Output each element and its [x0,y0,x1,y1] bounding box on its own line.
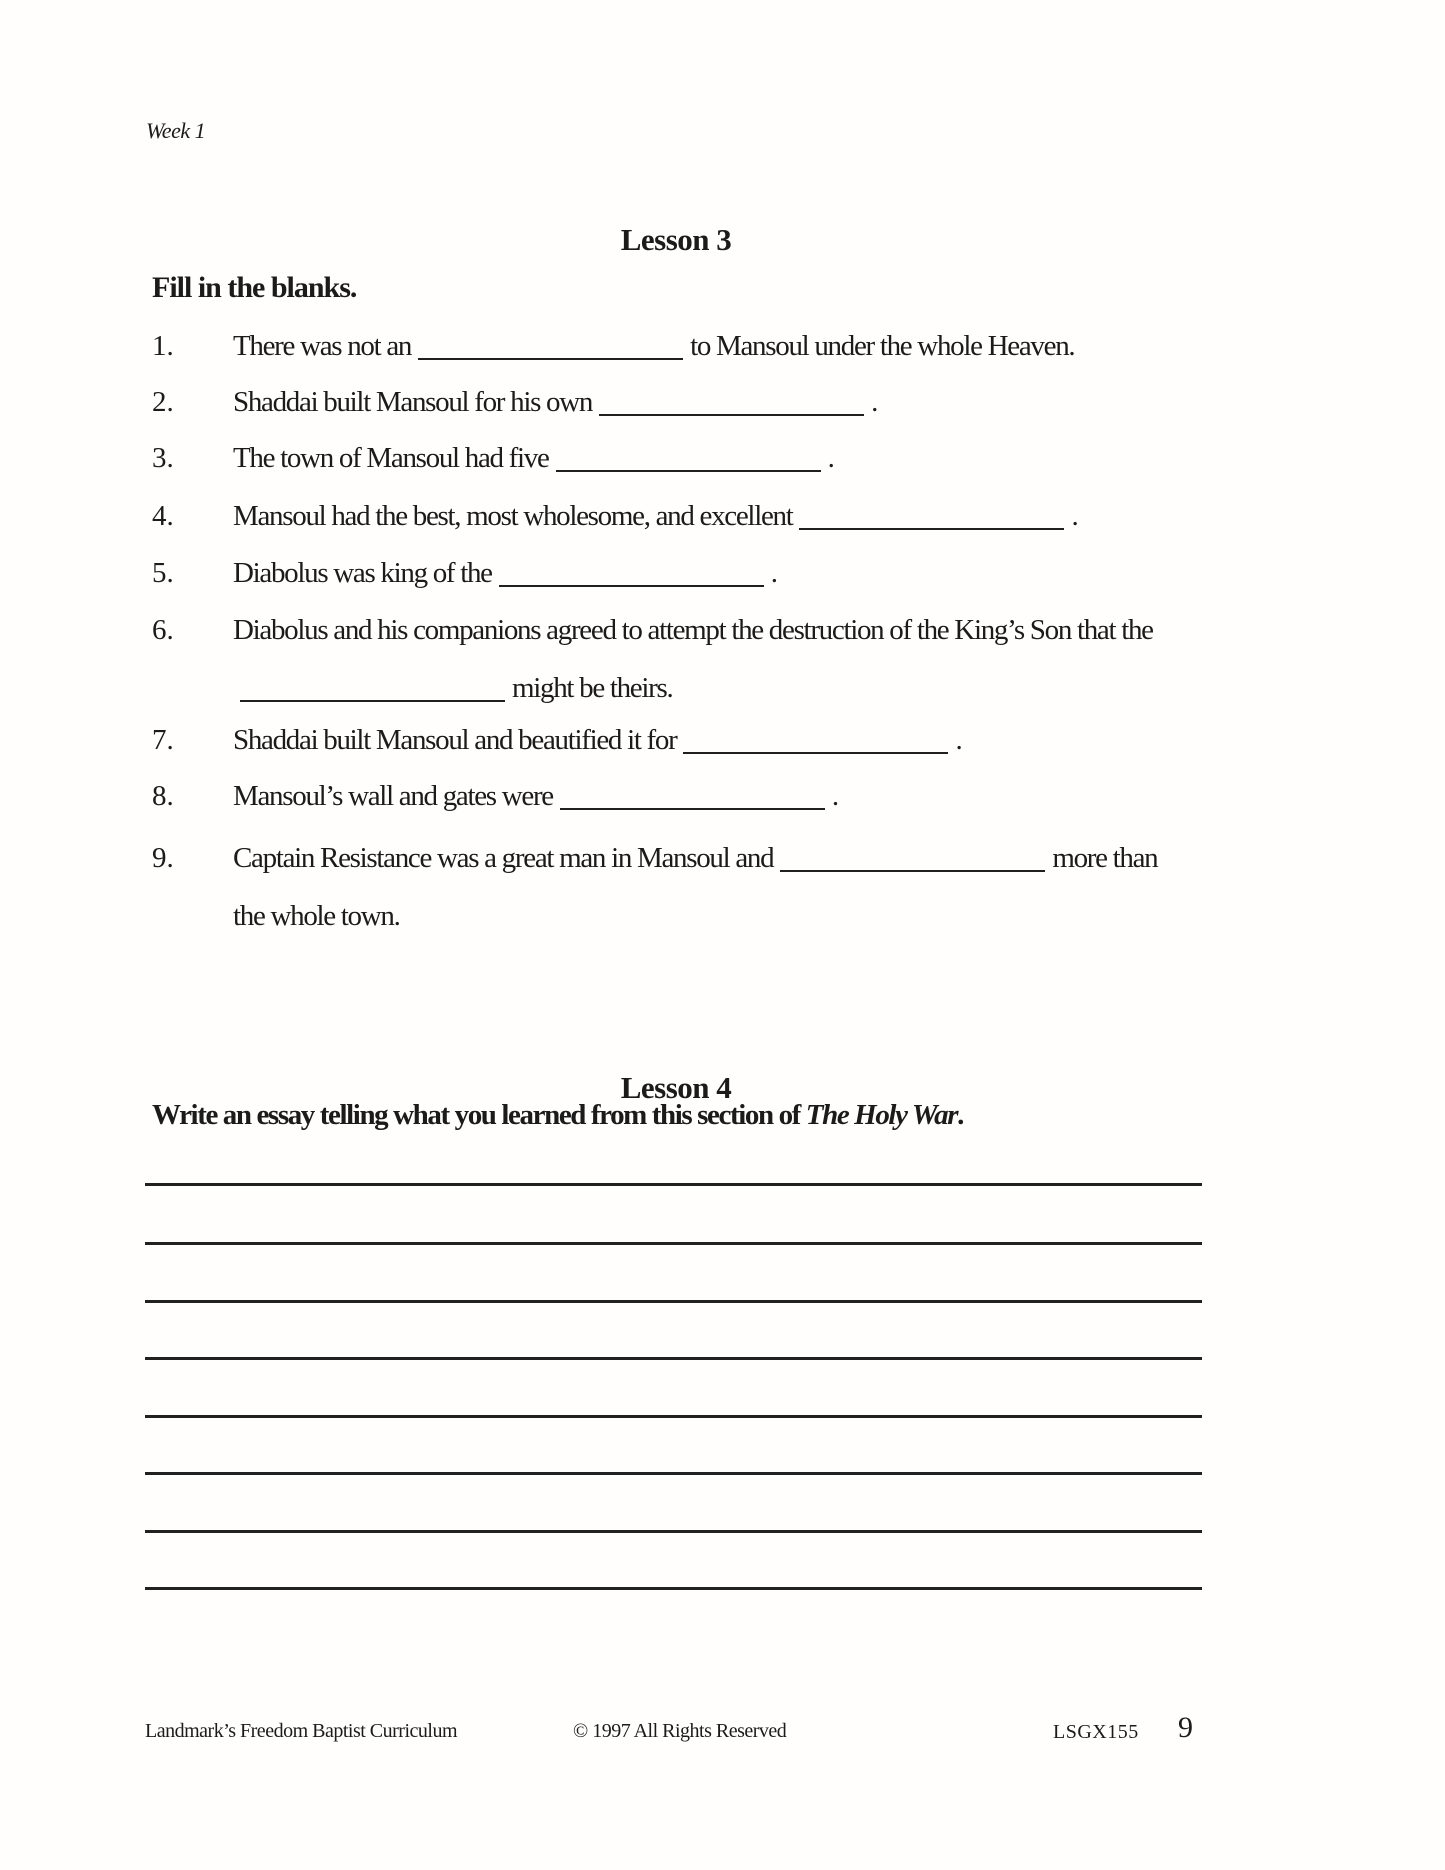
footer-curriculum-label: Landmark’s Freedom Baptist Curriculum [145,1720,457,1742]
question-number: 1. [152,330,174,362]
question-number: 7. [152,724,174,756]
essay-ruled-line [145,1587,1202,1590]
question-row [152,722,961,758]
essay-prompt-book-title: The Holy War [805,1099,958,1131]
question-row [152,670,672,706]
question-text: Mansoul’s wall and gates were [233,780,553,812]
question-text: to Mansoul under the whole Heaven. [690,330,1075,362]
question-text: Diabolus was king of the [233,557,492,589]
fill-blank-line [499,571,764,587]
question-text: Captain Resistance was a great man in Mansoul and [233,842,774,874]
essay-prompt-tail: . [957,1099,963,1131]
question-text: Diabolus and his companions agreed to attempt the destruction of the King’s Son that the [233,614,1153,646]
essay-prompt-lead: Write an essay telling what you learned from this section of [152,1099,806,1131]
fill-blank-line [599,400,864,416]
question-row [152,555,777,591]
question-row [152,898,400,934]
question-row [152,778,838,814]
question-text: . [831,780,838,812]
question-text: . [827,442,834,474]
fill-blank-line [418,344,683,360]
question-text: . [955,724,962,756]
fill-blank-line [780,856,1045,872]
question-text: Shaddai built Mansoul for his own [233,386,593,418]
fill-blanks-instruction: Fill in the blanks. [152,271,357,304]
question-row [152,328,1074,364]
question-text: . [871,386,878,418]
fill-blank-line [799,514,1064,530]
essay-ruled-line [145,1530,1202,1533]
question-number: 4. [152,500,174,532]
essay-ruled-line [145,1242,1202,1245]
question-row [152,440,834,476]
fill-blank-line [560,794,825,810]
question-number: 5. [152,557,174,589]
question-text: Mansoul had the best, most wholesome, and excellent [233,500,793,532]
week-label: Week 1 [146,118,206,143]
essay-ruled-line [145,1472,1202,1475]
essay-ruled-line [145,1300,1202,1303]
lesson3-title: Lesson 3 [620,222,732,257]
question-text: more than [1052,842,1158,874]
question-row [152,384,877,420]
question-number: 2. [152,386,174,418]
essay-prompt [152,1099,963,1132]
question-text: might be theirs. [512,672,673,704]
question-row [152,498,1077,534]
question-text: . [1071,500,1078,532]
question-row [152,612,1153,648]
question-text: the whole town. [233,900,400,932]
question-row [152,840,1157,876]
question-number: 9. [152,842,174,874]
lesson4-title: Lesson 4 [620,1070,732,1105]
footer-copyright: © 1997 All Rights Reserved [573,1720,787,1742]
essay-ruled-line [145,1183,1202,1186]
question-text: Shaddai built Mansoul and beautified it for [233,724,677,756]
fill-blank-line [683,738,948,754]
essay-ruled-line [145,1415,1202,1418]
footer-page-number: 9 [1178,1711,1193,1744]
question-text: . [770,557,777,589]
question-number: 6. [152,614,174,646]
footer-code: LSGX155 [1053,1721,1139,1743]
question-text: There was not an [233,330,412,362]
fill-blank-line [556,456,821,472]
question-text: The town of Mansoul had five [233,442,549,474]
question-number: 8. [152,780,174,812]
fill-blank-line [240,686,505,702]
essay-ruled-line [145,1357,1202,1360]
question-number: 3. [152,442,174,474]
